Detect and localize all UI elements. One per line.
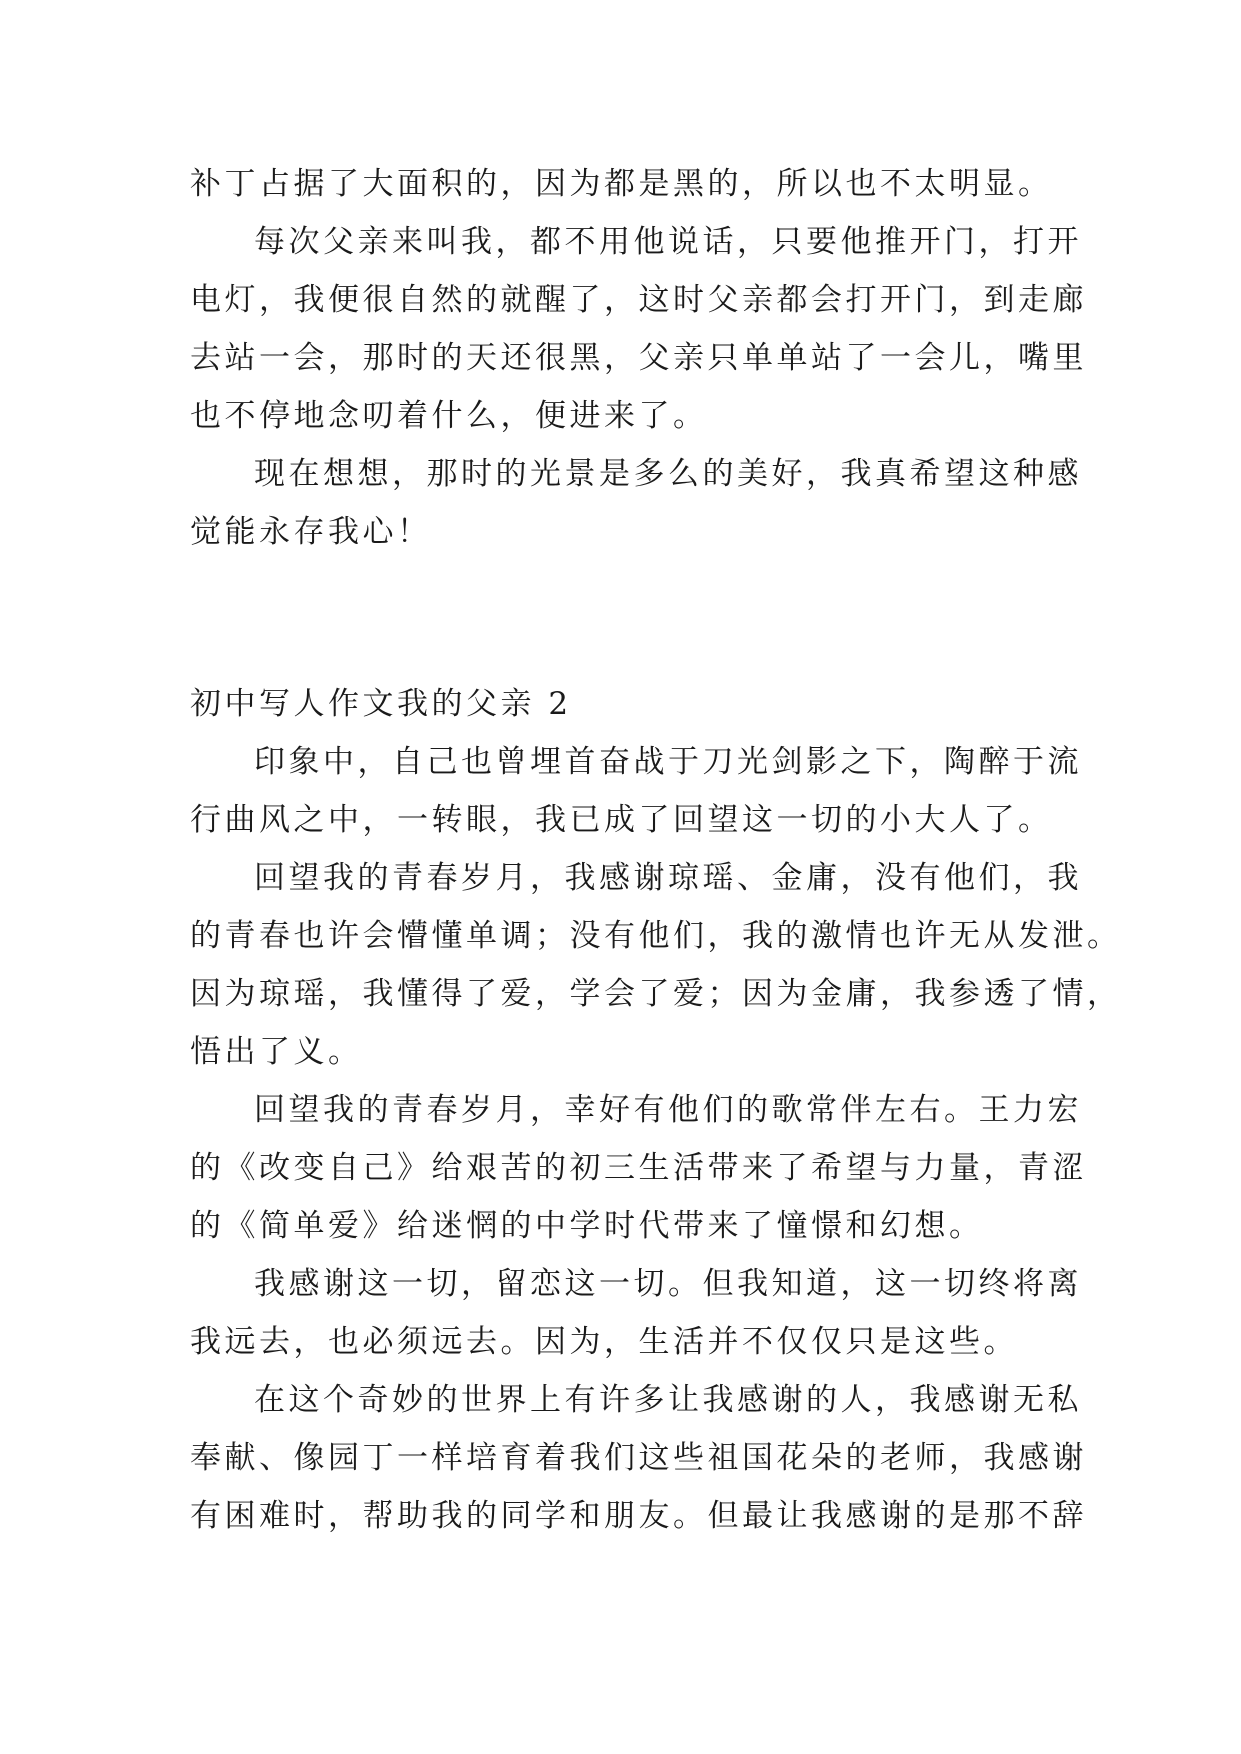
paragraph-line: 回望我的青春岁月，我感谢琼瑶、金庸，没有他们，我 [254, 860, 1082, 896]
paragraph-line: 电灯，我便很自然的就醒了，这时父亲都会打开门，到走廊 [190, 282, 1087, 318]
paragraph-line: 在这个奇妙的世界上有许多让我感谢的人，我感谢无私 [254, 1382, 1082, 1418]
paragraph-line: 悟出了义。 [190, 1034, 363, 1070]
paragraph-line: 的《简单爱》给迷惘的中学时代带来了憧憬和幻想。 [190, 1208, 984, 1244]
paragraph-line: 回望我的青春岁月，幸好有他们的歌常伴左右。王力宏 [254, 1092, 1082, 1128]
paragraph-line: 因为琼瑶，我懂得了爱，学会了爱；因为金庸，我参透了情， [190, 976, 1122, 1012]
paragraph-line: 我感谢这一切，留恋这一切。但我知道，这一切终将离 [254, 1266, 1082, 1302]
paragraph-line: 去站一会，那时的天还很黑，父亲只单单站了一会儿，嘴里 [190, 340, 1087, 376]
paragraph-line: 现在想想，那时的光景是多么的美好，我真希望这种感 [254, 456, 1082, 492]
paragraph-line: 印象中，自己也曾埋首奋战于刀光剑影之下，陶醉于流 [254, 744, 1082, 780]
paragraph-line: 每次父亲来叫我，都不用他说话，只要他推开门，打开 [254, 224, 1082, 260]
paragraph-line: 行曲风之中，一转眼，我已成了回望这一切的小大人了。 [190, 802, 1053, 838]
paragraph-line: 我远去，也必须远去。因为，生活并不仅仅只是这些。 [190, 1324, 1018, 1360]
paragraph-line: 的青春也许会懵懂单调；没有他们，我的激情也许无从发泄。 [190, 918, 1122, 954]
paragraph-line: 补丁占据了大面积的，因为都是黑的，所以也不太明显。 [190, 166, 1053, 202]
section-title: 初中写人作文我的父亲 2 [190, 686, 572, 722]
paragraph-line: 觉能永存我心！ [190, 514, 432, 550]
paragraph-line: 的《改变自己》给艰苦的初三生活带来了希望与力量，青涩 [190, 1150, 1087, 1186]
paragraph-line: 奉献、像园丁一样培育着我们这些祖国花朵的老师，我感谢 [190, 1440, 1087, 1476]
paragraph-line: 也不停地念叨着什么，便进来了。 [190, 398, 708, 434]
paragraph-line: 有困难时，帮助我的同学和朋友。但最让我感谢的是那不辞 [190, 1498, 1087, 1534]
